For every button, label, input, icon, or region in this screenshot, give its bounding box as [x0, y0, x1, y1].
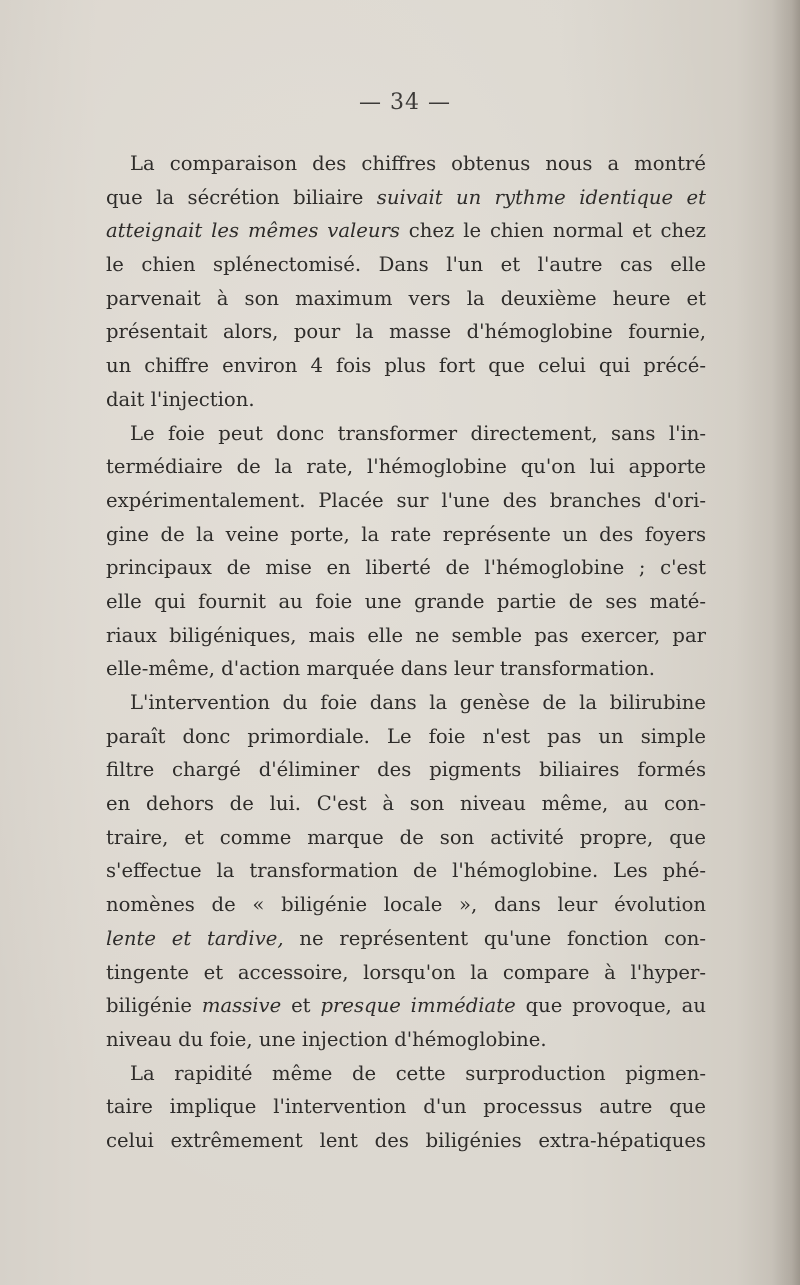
- text-span: que provoque, au: [515, 994, 706, 1018]
- text-line: [106, 518, 706, 552]
- text-line: [106, 787, 706, 821]
- text-span: et: [281, 994, 321, 1018]
- text-span: taire implique l'intervention d'un processus autre que: [106, 1095, 706, 1119]
- text-span: biligénie: [106, 994, 202, 1018]
- text-line: [106, 551, 706, 585]
- text-span: paraît donc primordiale. Le foie n'est pas un simple: [106, 724, 706, 748]
- text-span: présentait alors, pour la masse d'hémoglobine fournie,: [106, 320, 706, 344]
- italic-text-span: presque immédiate: [320, 994, 516, 1018]
- text-line: [106, 147, 706, 181]
- text-line: [106, 686, 706, 720]
- text-span: La comparaison des chiffres obtenus nous a montré: [130, 152, 706, 175]
- text-span: gine de la veine porte, la rate représente un des foyers: [106, 522, 706, 546]
- text-line: [106, 821, 706, 855]
- text-line: [106, 956, 706, 990]
- text-line: [106, 484, 706, 518]
- text-line: [106, 315, 706, 349]
- text-line: [106, 989, 706, 1023]
- text-line: [106, 417, 706, 451]
- text-line: [106, 349, 706, 383]
- text-span: termédiaire de la rate, l'hémoglobine qu'on lui apporte: [106, 455, 706, 479]
- text-line: [106, 753, 706, 787]
- text-span: riaux biligéniques, mais elle ne semble pas exercer, par: [106, 623, 706, 647]
- italic-text-span: massive: [201, 994, 282, 1018]
- text-span: expérimentalement. Placée sur l'une des branches d'ori-: [106, 488, 706, 512]
- text-span: le chien splénectomisé. Dans l'un et l'autre cas elle: [106, 253, 706, 277]
- text-line: [106, 922, 706, 956]
- text-line: [106, 282, 706, 316]
- text-span: elle qui fournit au foie une grande partie de ses maté-: [106, 589, 706, 613]
- text-line: [106, 1057, 706, 1091]
- text-span: tingente et accessoire, lorsqu'on la compare à l'hyper-: [106, 960, 706, 984]
- text-span: traire, et comme marque de son activité propre, que: [106, 825, 706, 849]
- text-line: [106, 854, 706, 888]
- text-span: La rapidité même de cette surproduction pigmen-: [130, 1061, 706, 1085]
- text-span: parvenait à son maximum vers la deuxième heure et: [106, 286, 706, 310]
- text-span: dait l'injection.: [106, 387, 255, 411]
- text-span: que la sécrétion biliaire: [106, 185, 377, 209]
- text-span: L'intervention du foie dans la genèse de la bilirubine: [130, 691, 706, 714]
- text-span: elle-même, d'action marquée dans leur transformation.: [106, 657, 655, 681]
- text-span: ne représentent qu'une fonction con-: [283, 926, 706, 950]
- text-line: [106, 214, 706, 248]
- text-line: [106, 1023, 706, 1057]
- text-span: principaux de mise en liberté de l'hémoglobine ; c'est: [106, 556, 706, 580]
- text-line: [106, 181, 706, 215]
- text-line: [106, 720, 706, 754]
- text-line: [106, 1124, 706, 1158]
- page-number: — 34 —: [359, 90, 451, 115]
- page-edge-shadow: [772, 0, 800, 1285]
- body-text: [106, 147, 706, 1158]
- text-span: niveau du foie, une injection d'hémoglobine.: [106, 1027, 547, 1051]
- text-line: [106, 248, 706, 282]
- text-span: nomènes de « biligénie locale », dans leur évolution: [106, 893, 706, 917]
- text-line: [106, 585, 706, 619]
- text-line: [106, 619, 706, 653]
- text-span: un chiffre environ 4 fois plus fort que celui qui précé-: [106, 354, 706, 378]
- text-span: en dehors de lui. C'est à son niveau même, au con-: [106, 792, 706, 816]
- italic-text-span: lente et tardive,: [106, 926, 284, 950]
- text-line: [106, 1090, 706, 1124]
- text-span: Le foie peut donc transformer directement, sans l'in-: [130, 421, 706, 445]
- text-span: celui extrêmement lent des biligénies extra-hépatiques: [106, 1128, 706, 1152]
- italic-text-span: suivait un rythme identique et: [376, 185, 706, 209]
- text-line: [106, 383, 706, 417]
- text-line: [106, 652, 706, 686]
- text-span: s'effectue la transformation de l'hémoglobine. Les phé-: [106, 859, 706, 883]
- italic-text-span: atteignait les mêmes valeurs: [106, 219, 400, 243]
- text-line: [106, 450, 706, 484]
- text-span: chez le chien normal et chez: [399, 219, 706, 243]
- text-span: filtre chargé d'éliminer des pigments biliaires formés: [106, 758, 706, 782]
- text-line: [106, 888, 706, 922]
